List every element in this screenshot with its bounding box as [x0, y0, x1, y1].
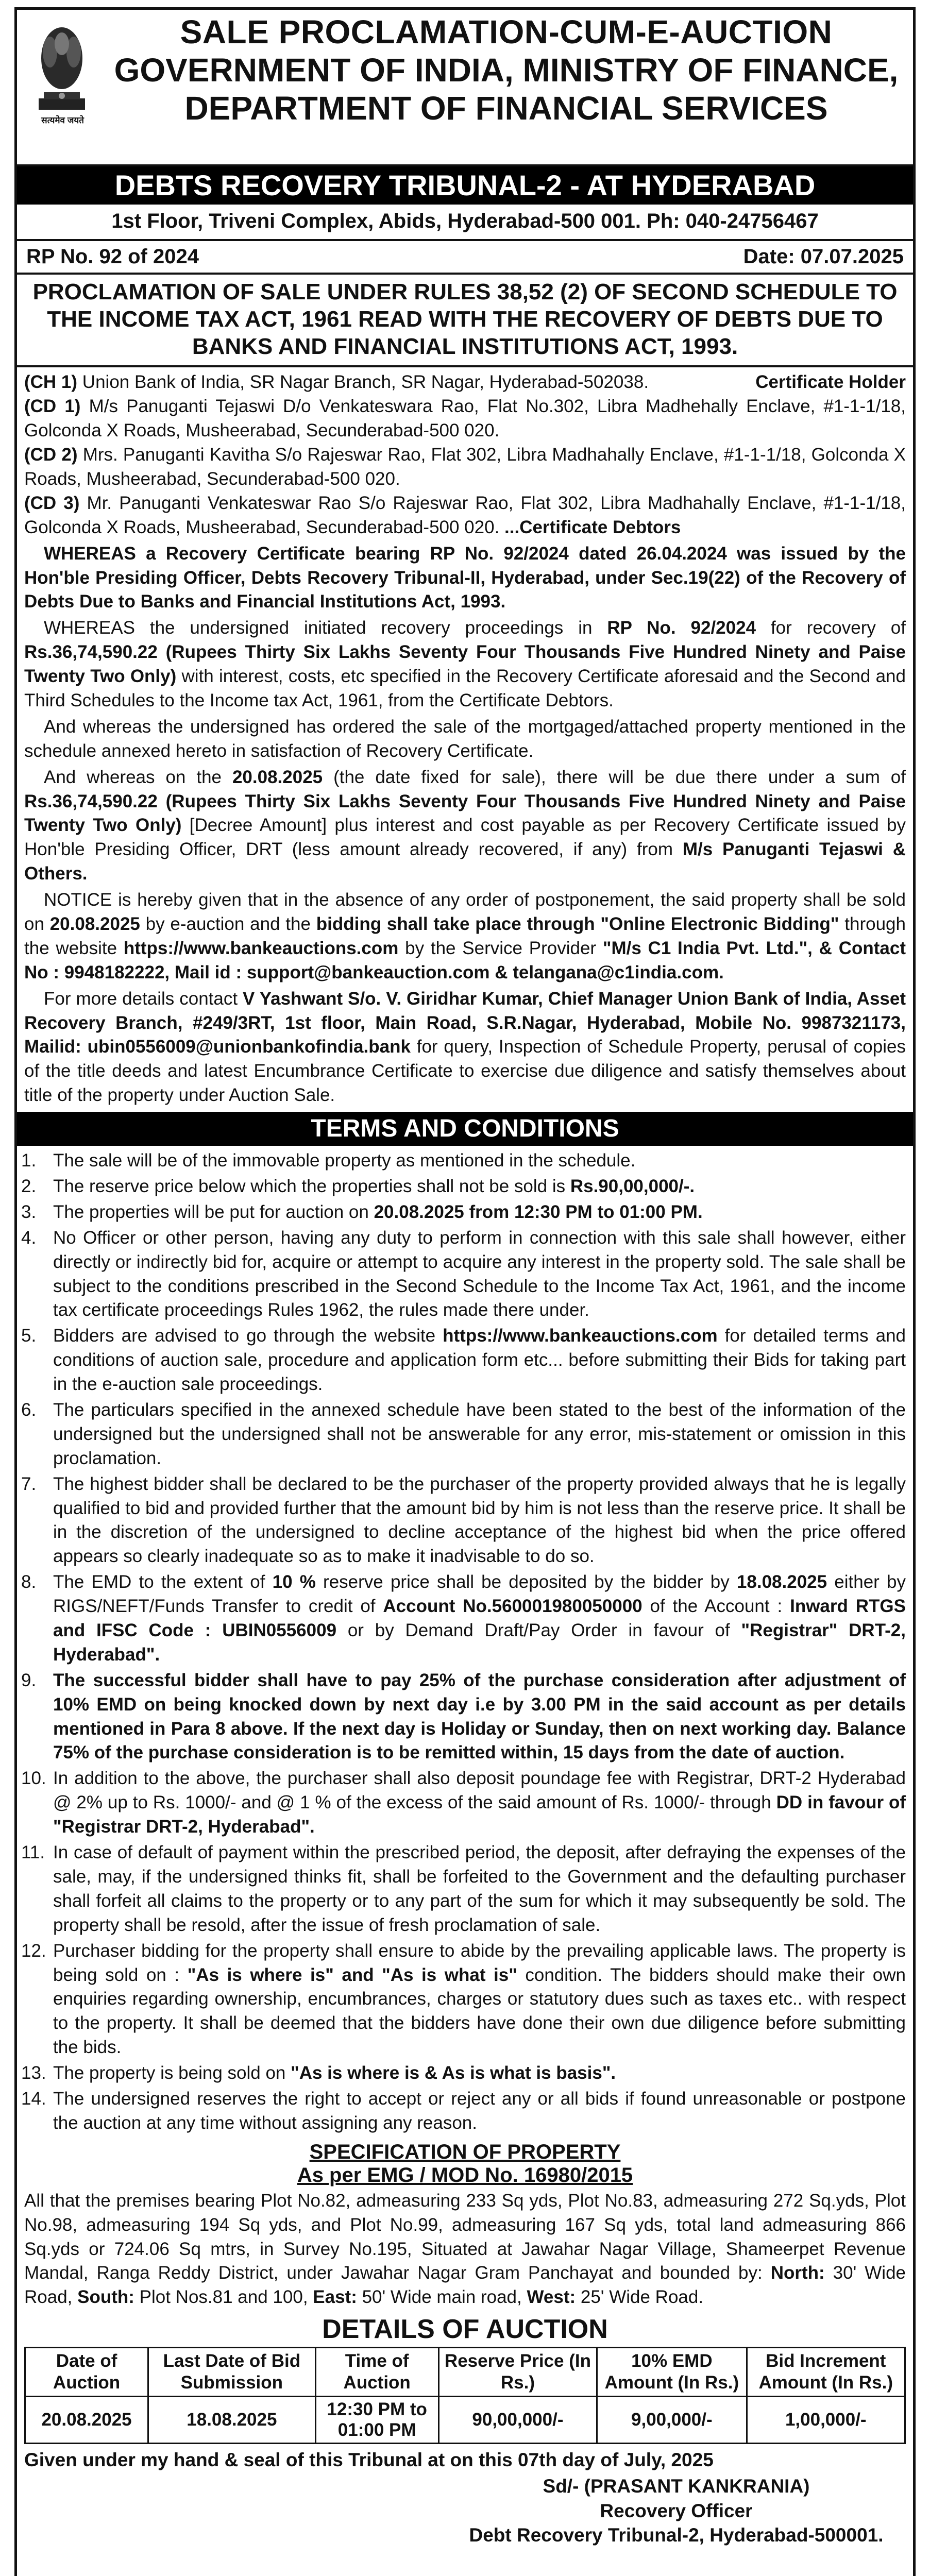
term-item: 10. In addition to the above, the purchaser shall also deposit poundage fee with Registrar, DRT-2 Hyderabad @ 2% up to Rs. 1000/- and @ 1 % of the excess of the said amount of Rs. 1000/- through DD in favour of "Registrar DRT-2, Hyderabad".: [21, 1768, 906, 1837]
tribunal-name: DEBTS RECOVERY TRIBUNAL-2 - AT HYDERABAD: [17, 166, 913, 205]
terms-list: [17, 1146, 913, 2136]
proclamation-heading: PROCLAMATION OF SALE UNDER RULES 38,52 (2) OF SECOND SCHEDULE TO THE INCOME TAX ACT, 1961 READ WITH THE RECOVERY OF DEBTS DUE TO BANKS AND FINANCIAL INSTITUTIONS ACT, 1993.: [17, 275, 913, 367]
party-role: Certificate Holder: [755, 372, 906, 393]
term-item: 4. No Officer or other person, having any duty to perform in connection with this sale shall however, either directly or indirectly bid for, acquire or attempt to acquire any interest in the property sold. The sale shall be subject to the conditions prescribed in the Second Schedule to the Income Tax Act, 1961, and the income tax certificate proceedings Rules 1962, the rules made there under.: [21, 1227, 906, 1320]
party-cd3: [24, 492, 906, 540]
term-item: 12. Purchaser bidding for the property shall ensure to abide by the prevailing applicable laws. The property is being sold on : "As is where is" and "As is what is" condition. The bidders should make their own enquiries regarding ownership, encumbrances, charges or statutory dues such as taxes etc.. with respect to the property. It shall be deemed that the bidders have done their own due diligence before submitting the bids.: [21, 1940, 906, 2058]
emblem-caption: सत्यमेव जयते: [41, 115, 84, 125]
table-cell: 9,00,000/-: [597, 2397, 747, 2444]
table-row: [25, 2397, 905, 2444]
party-tag: (CD 1): [24, 396, 81, 417]
party-tag: (CD 2): [24, 445, 78, 465]
term-item: 14. The undersigned reserves the right to accept or reject any or all bids if found unreasonable or postpone the auction at any time without assigning any reason.: [21, 2088, 906, 2133]
title-sale-proclamation: SALE PROCLAMATION-CUM-E-AUCTION: [180, 13, 833, 50]
table-cell: 18.08.2025: [148, 2397, 316, 2444]
table-header: Time of Auction: [315, 2348, 438, 2397]
term-item: 2. The reserve price below which the properties shall not be sold is Rs.90,00,000/-.: [21, 1176, 695, 1196]
signatory-name: Sd/- (PRASANT KANKRANIA): [543, 2476, 810, 2497]
spec-subtitle: As per EMG / MOD No. 16980/2015: [297, 2163, 633, 2187]
party-text: M/s Panuganti Tejaswi D/o Venkateswara Rao, Flat No.302, Libra Madhehally Enclave, #1-1-1/18, Golconda X Roads, Musheerabad, Secunderabad-500 020.: [24, 396, 906, 441]
table-cell: 1,00,000/-: [747, 2397, 905, 2444]
title-department: DEPARTMENT OF FINANCIAL SERVICES: [184, 90, 828, 127]
table-cell: 90,00,000/-: [438, 2397, 597, 2444]
terms-website-link[interactable]: https://www.bankeauctions.com: [443, 1326, 718, 1346]
signatory-role: Recovery Officer: [600, 2500, 753, 2521]
auction-website-link[interactable]: https://www.bankeauctions.com: [123, 938, 399, 958]
tribunal-address: 1st Floor, Triveni Complex, Abids, Hyderabad-500 001. Ph: 040-24756467: [17, 205, 913, 241]
paragraph-contact: For more details contact V Yashwant S/o. V. Giridhar Kumar, Chief Manager Union Bank of India, Asset Recovery Branch, #249/3RT, 1st floor, Main Road, S.R.Nagar, Hyderabad, Mobile No. 9987321173, Mailid: ubin0556009@unionbankofindia.bank for query, Inspection of Schedule Property, perusal of copies of the title deeds and latest Encumbrance Certificate to exercise due diligence and satisfy themselves about title of the property under Auction Sale.: [24, 988, 906, 1106]
party-text: Mr. Panuganti Venkateswar Rao S/o Rajeswar Rao, Flat 302, Libra Madhahally Enclave, #1-1-1/18, Golconda X Roads, Musheerabad, Secunderabad-500 020.: [24, 493, 906, 537]
term-item: 13. The property is being sold on "As is where is & As is what is basis".: [21, 2063, 616, 2083]
party-tag: (CD 3): [24, 493, 80, 513]
paragraph-recovery-proceedings: WHEREAS the undersigned initiated recovery proceedings in RP No. 92/2024 for recovery of Rs.36,74,590.22 (Rupees Thirty Six Lakhs Seventy Four Thousands Five Hundred Ninety and Paise Twenty Two Only) with interest, costs, etc specified in the Recovery Certificate aforesaid and the Second and Third Schedules to the Income tax Act, 1961, from the Certificate Debtors.: [24, 618, 906, 710]
paragraph-due-amount: And whereas on the 20.08.2025 (the date fixed for sale), there will be due there under a sum of Rs.36,74,590.22 (Rupees Thirty Six Lakhs Seventy Four Thousands Five Hundred Ninety and Paise Twenty Two Only) [Decree Amount] plus interest and cost payable as per Recovery Certificate issued by Hon'ble Presiding Officer, DRT (less amount already recovered, if any) from M/s Panuganti Tejaswi & Others.: [24, 767, 906, 884]
paragraph-recovery-certificate: WHEREAS a Recovery Certificate bearing RP No. 92/2024 dated 26.04.2024 was issued by the Hon'ble Presiding Officer, Debts Recovery Tribunal-II, Hyderabad, under Sec.19(22) of the Recovery of Debts Due to Banks and Financial Institutions Act, 1993.: [24, 543, 906, 612]
body-section: [17, 367, 913, 1108]
party-ch1: [24, 370, 906, 395]
paragraph-sale-ordered: And whereas the undersigned has ordered the sale of the mortgaged/attached property mentioned in the schedule annexed hereto in satisfaction of Recovery Certificate.: [24, 716, 906, 761]
table-header: Date of Auction: [25, 2348, 148, 2397]
auction-table: [24, 2347, 906, 2444]
notice-page: [14, 7, 916, 2576]
rp-date: Date: 07.07.2025: [743, 245, 904, 268]
rp-row: [17, 241, 913, 275]
table-header: 10% EMD Amount (In Rs.): [597, 2348, 747, 2397]
spec-description: All that the premises bearing Plot No.82, admeasuring 233 Sq yds, Plot No.83, admeasuring 272 Sq.yds, Plot No.98, admeasuring 194 Sq yds, and Plot No.99, admeasuring 167 Sq yds, total land admeasuring 866 Sq.yds or 724.06 Sq mtrs, in Survey No.195, Situated at Jawahar Nagar Village, Shameerpet Revenue Mandal, Ranga Reddy District, under Jawahar Nagar Gram Panchayat and bounded by: North: 30' Wide Road, South: Plot Nos.81 and 100, East: 50' Wide main road, West: 25' Wide Road.: [24, 2190, 906, 2308]
given-under-hand: Given under my hand & seal of this Tribunal at on this 07th day of July, 2025: [24, 2449, 714, 2471]
term-item: 5. Bidders are advised to go through the website https://www.bankeauctions.com for detailed terms and conditions of auction sale, procedure and application form etc... before submitting their Bids for taking part in the e-auction sale proceedings.: [21, 1326, 906, 1395]
spec-title: SPECIFICATION OF PROPERTY: [309, 2140, 621, 2163]
party-role: ...Certificate Debtors: [504, 517, 681, 537]
rp-number: RP No. 92 of 2024: [26, 245, 199, 268]
party-cd1: [24, 395, 906, 443]
header: [17, 10, 913, 166]
table-header: Reserve Price (In Rs.): [438, 2348, 597, 2397]
terms-heading: TERMS AND CONDITIONS: [17, 1112, 913, 1146]
paragraph-notice: NOTICE is hereby given that in the absence of any order of postponement, the said property shall be sold on 20.08.2025 by e-auction and the bidding shall take place through "Online Electronic Bidding" through the website https://www.bankeauctions.com by the Service Provider "M/s C1 India Pvt. Ltd.", & Contact No : 9948182222, Mail id : support@bankeauction.com & telangana@c1india.com.: [24, 890, 906, 982]
term-item: 11. In case of default of payment within the prescribed period, the deposit, after defraying the expenses of the sale, may, if the undersigned thinks fit, shall be forfeited to the Government and the defaulting purchaser shall forfeit all claims to the property or to any part of the sum for which it may subsequently be sold. The property shall be resold, after the issue of fresh proclamation of sale.: [21, 1842, 906, 1935]
party-cd2: [24, 443, 906, 492]
term-item: 9. The successful bidder shall have to pay 25% of the purchase consideration after adjustment of 10% EMD on being knocked down by next day i.e by 3.00 PM in the said account as per details mentioned in Para 8 above. If the next day is Holiday or Sunday, then on next working day. Balance 75% of the purchase consideration is to be remitted within, 15 days from the date of auction.: [21, 1670, 906, 1763]
party-text: Union Bank of India, SR Nagar Branch, SR Nagar, Hyderabad-502038.: [82, 372, 649, 393]
term-item: 7. The highest bidder shall be declared to be the purchaser of the property provided always that he is legally qualified to bid and provided further that the amount bid by him is not less than the reserve price. It shall be in the discretion of the undersigned to decline acceptance of the highest bid when the price offered appears so clearly inadequate so as to make it inadvisable to do so.: [21, 1473, 906, 1567]
auction-details-title: DETAILS OF AUCTION: [322, 2314, 608, 2345]
table-cell: 20.08.2025: [25, 2397, 148, 2444]
term-item: 8. The EMD to the extent of 10 % reserve price shall be deposited by the bidder by 18.08.2025 either by RIGS/NEFT/Funds Transfer to credit of Account No.560001980050000 of the Account : Inward RTGS and IFSC Code : UBIN0556009 or by Demand Draft/Pay Order in favour of "Registrar" DRT-2, Hyderabad".: [21, 1572, 906, 1665]
party-text: Mrs. Panuganti Kavitha S/o Rajeswar Rao, Flat 302, Libra Madhahally Enclave, #1-1-1/18, Golconda X Roads, Musheerabad, Secunderabad-500 020.: [24, 445, 906, 489]
title-government: GOVERNMENT OF INDIA, MINISTRY OF FINANCE,: [114, 52, 899, 89]
table-header-row: [25, 2348, 905, 2397]
table-header: Last Date of Bid Submission: [148, 2348, 316, 2397]
national-emblem-icon: [28, 21, 95, 114]
term-item: 1. The sale will be of the immovable property as mentioned in the schedule.: [21, 1150, 636, 1171]
party-tag: (CH 1): [24, 372, 78, 393]
signatory-org: Debt Recovery Tribunal-2, Hyderabad-500001.: [469, 2524, 884, 2546]
term-item: 6. The particulars specified in the annexed schedule have been stated to the best of the information of the undersigned but the undersigned shall not be answerable for any error, mis-statement or omission in this proclamation.: [21, 1400, 906, 1468]
table-header: Bid Increment Amount (In Rs.): [747, 2348, 905, 2397]
table-cell: 12:30 PM to 01:00 PM: [315, 2397, 438, 2444]
signature-block: [439, 2474, 913, 2547]
term-item: 3. The properties will be put for auction on 20.08.2025 from 12:30 PM to 01:00 PM.: [21, 1201, 703, 1222]
